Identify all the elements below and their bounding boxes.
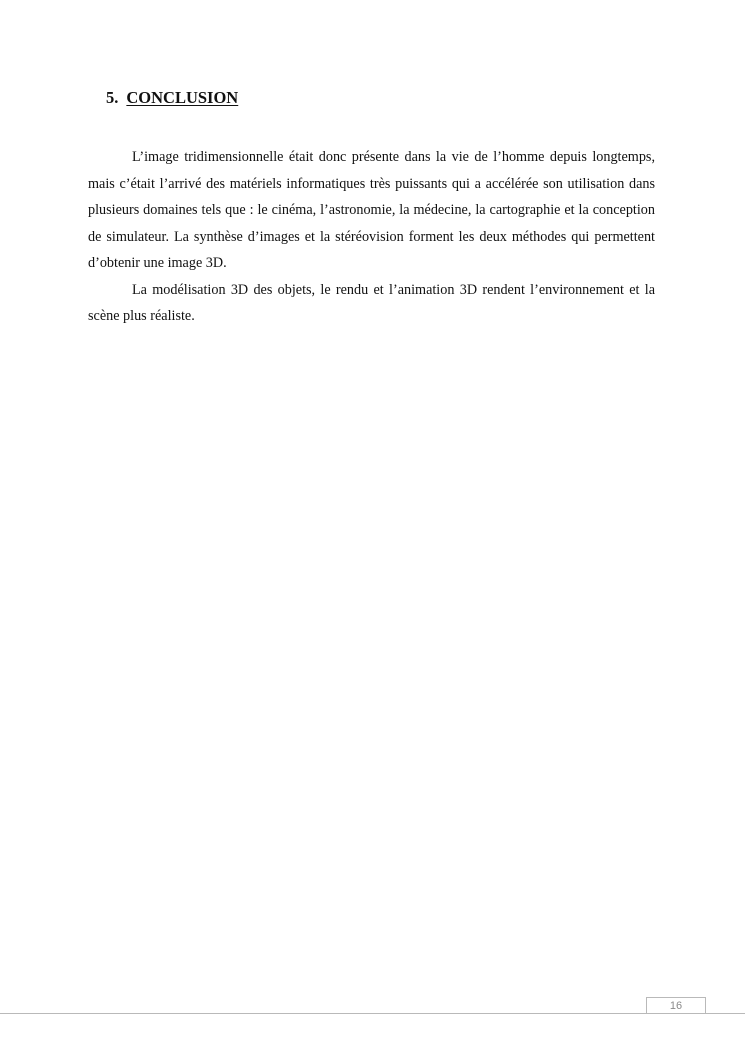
section-title: CONCLUSION bbox=[126, 88, 239, 107]
footer-rule bbox=[0, 1013, 745, 1014]
section-heading bbox=[106, 88, 238, 108]
paragraph: La modélisation 3D des objets, le rendu et l’animation 3D rendent l’environnement et la scène plus réaliste. bbox=[88, 281, 655, 324]
conclusion-body bbox=[88, 144, 655, 330]
paragraph: L’image tridimensionnelle était donc présente dans la vie de l’homme depuis longtemps, mais c’était l’arrivé des matériels informatiques très puissants qui a accélérée son utilisation dans plusieurs domaines tels que : le cinéma, l’astronomie, la médecine, la cartographie et la conception de simulateur. La synthèse d’images et la stéréovision forment les deux méthodes qui permettent d’obtenir une image 3D. bbox=[88, 149, 655, 271]
page-number: 16 bbox=[646, 997, 706, 1013]
section-number: 5. bbox=[106, 88, 119, 107]
